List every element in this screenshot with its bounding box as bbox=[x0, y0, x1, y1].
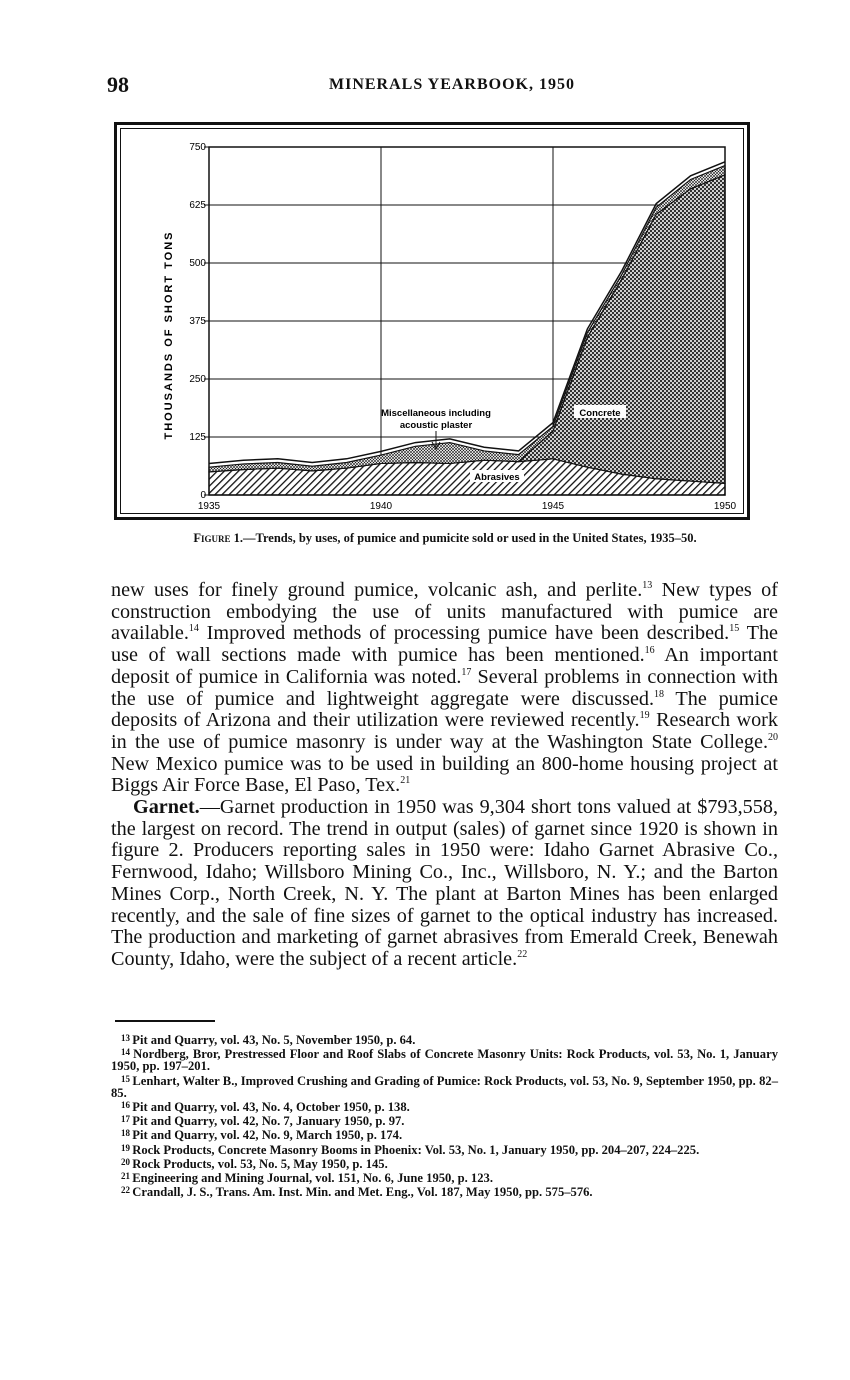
tick-label-x: 1940 bbox=[369, 501, 393, 512]
footnote-number: 22 bbox=[121, 1185, 133, 1196]
paragraph-pumice bbox=[111, 580, 778, 797]
tick-label-y: 250 bbox=[189, 374, 206, 385]
running-title: MINERALS YEARBOOK, 1950 bbox=[329, 76, 575, 93]
footnote-number: 14 bbox=[121, 1047, 134, 1058]
footnote-ref[interactable]: 14 bbox=[188, 623, 199, 635]
footnote-ref[interactable]: 20 bbox=[768, 731, 778, 743]
body-text-run: new uses for finely ground pumice, volcanic ash, and perlite. bbox=[111, 579, 643, 601]
footnote bbox=[111, 1156, 778, 1170]
footnote bbox=[111, 1099, 778, 1113]
annotation-misc-line1: Miscellaneous including bbox=[381, 408, 491, 419]
body-text-run: Improved methods of processing pumice have been described. bbox=[198, 622, 730, 645]
garnet-heading: Garnet. bbox=[133, 796, 200, 819]
footnote bbox=[111, 1184, 778, 1198]
caption-label: Figure 1. bbox=[193, 531, 244, 545]
footnote bbox=[111, 1170, 778, 1184]
body-text-run: —Garnet production in 1950 was 9,304 short tons valued at $793,558, the largest on record. The trend in output (sales) of garnet since 1920 is shown in figure 2. Producers reporting sales in 1950 were: Idaho Garnet Abrasive Co., Fernwood, Idaho; Willsboro Mining Co., Inc., Willsboro, N. Y.; and the Barton Mines Corp., North Creek, N. Y. The plant at Barton Mines has been enlarged recently, and the sale of fine sizes of garnet to the optical industry has increased. The production and marketing of garnet abrasives from Emerald Creek, Benewah County, Idaho, were the subject of a recent article. bbox=[111, 796, 778, 970]
footnote-ref[interactable]: 21 bbox=[400, 775, 411, 787]
footnote bbox=[111, 1113, 778, 1127]
footnote-ref[interactable]: 22 bbox=[517, 948, 528, 960]
abrasives-label: Abrasives bbox=[474, 472, 520, 483]
annotation-misc-line2: acoustic plaster bbox=[399, 420, 473, 431]
footnote-text: Rock Products, vol. 53, No. 5, May 1950, p. 145. bbox=[132, 1156, 388, 1171]
tick-label-x: 1945 bbox=[541, 501, 565, 512]
body-text bbox=[111, 580, 778, 971]
footnote-text: Crandall, J. S., Trans. Am. Inst. Min. and Met. Eng., Vol. 187, May 1950, pp. 575–576. bbox=[132, 1185, 593, 1200]
footnote-text: Pit and Quarry, vol. 42, No. 9, March 1950, p. 174. bbox=[132, 1128, 403, 1143]
footnote-number: 21 bbox=[121, 1171, 133, 1182]
footnote-ref[interactable]: 17 bbox=[461, 666, 472, 678]
footnote-number: 17 bbox=[121, 1114, 133, 1125]
footnote-ref[interactable]: 19 bbox=[639, 710, 650, 722]
body-text-run: The pumice deposits of Arizona and their utilization were reviewed recently. bbox=[111, 687, 778, 732]
figure-frame bbox=[114, 122, 750, 520]
footnote-number: 19 bbox=[121, 1142, 133, 1153]
footnote bbox=[111, 1142, 778, 1156]
footnote-ref[interactable]: 15 bbox=[729, 623, 740, 635]
footnote-text: Rock Products, Concrete Masonry Booms in Phoenix: Vol. 53, No. 1, January 1950, pp. 204–207, 224–225. bbox=[132, 1142, 700, 1157]
body-text-run: New types of construction embodying the use of units manufactured with pumice are available. bbox=[111, 579, 778, 645]
footnote bbox=[111, 1073, 778, 1099]
page-header bbox=[107, 72, 797, 102]
footnote-text: Pit and Quarry, vol. 42, No. 7, January 1950, p. 97. bbox=[132, 1114, 405, 1129]
footnotes bbox=[111, 1032, 778, 1198]
footnote-text: Engineering and Mining Journal, vol. 151, No. 6, June 1950, p. 123. bbox=[132, 1171, 493, 1186]
body-text-run: An important deposit of pumice in California was noted. bbox=[111, 644, 778, 688]
body-text-run: New Mexico pumice was to be used in building an 800-home housing project at Biggs Air Force Base, El Paso, Tex. bbox=[111, 752, 778, 797]
figure-caption bbox=[112, 532, 778, 545]
footnote-rule bbox=[115, 1020, 215, 1022]
chart-areas bbox=[209, 162, 725, 495]
footnote-text: Pit and Quarry, vol. 43, No. 5, November 1950, p. 64. bbox=[132, 1033, 416, 1047]
footnote-number: 16 bbox=[121, 1100, 133, 1111]
footnote-number: 15 bbox=[121, 1073, 133, 1084]
footnote bbox=[111, 1032, 778, 1046]
body-text-run: Research work in the use of pumice masonry is under way at the Washington State College. bbox=[111, 709, 778, 753]
tick-label-y: 750 bbox=[189, 142, 206, 153]
body-text-run: Several problems in connection with the use of pumice and lightweight aggregate were discussed. bbox=[111, 665, 779, 710]
footnote-number: 18 bbox=[121, 1128, 133, 1139]
concrete-label: Concrete bbox=[579, 408, 621, 419]
footnote-number: 13 bbox=[121, 1033, 133, 1043]
tick-label-y: 625 bbox=[189, 200, 206, 211]
footnote-ref[interactable]: 13 bbox=[642, 580, 653, 591]
footnote-ref[interactable]: 18 bbox=[654, 688, 665, 700]
page-number: 98 bbox=[107, 72, 129, 97]
tick-label-x: 1950 bbox=[713, 501, 737, 512]
footnote bbox=[111, 1046, 778, 1072]
footnote-ref[interactable]: 16 bbox=[644, 645, 655, 657]
body-text-run: The use of wall sections made with pumice has been mentioned. bbox=[111, 622, 778, 667]
footnote bbox=[111, 1127, 778, 1141]
tick-label-x: 1935 bbox=[197, 501, 221, 512]
caption-text: —Trends, by uses, of pumice and pumicite sold or used in the United States, 1935–50. bbox=[243, 531, 697, 545]
tick-label-y: 125 bbox=[189, 432, 206, 443]
footnote-text: Lenhart, Walter B., Improved Crushing and Grading of Pumice: Rock Products, vol. 53, No. 9, September 1950, pp. 82–85. bbox=[111, 1073, 779, 1100]
area-chart bbox=[117, 125, 747, 517]
footnote-number: 20 bbox=[121, 1156, 133, 1167]
y-axis-title: THOUSANDS OF SHORT TONS bbox=[163, 230, 175, 440]
tick-label-y: 0 bbox=[200, 490, 206, 501]
tick-label-y: 375 bbox=[189, 316, 206, 327]
footnote-text: Nordberg, Bror, Prestressed Floor and Roof Slabs of Concrete Masonry Units: Rock Products, vol. 53, No. 1, January 1950, pp. 197–201. bbox=[111, 1047, 778, 1074]
tick-label-y: 500 bbox=[189, 258, 206, 269]
paragraph-garnet bbox=[111, 797, 778, 971]
footnote-text: Pit and Quarry, vol. 43, No. 4, October 1950, p. 138. bbox=[132, 1100, 410, 1115]
